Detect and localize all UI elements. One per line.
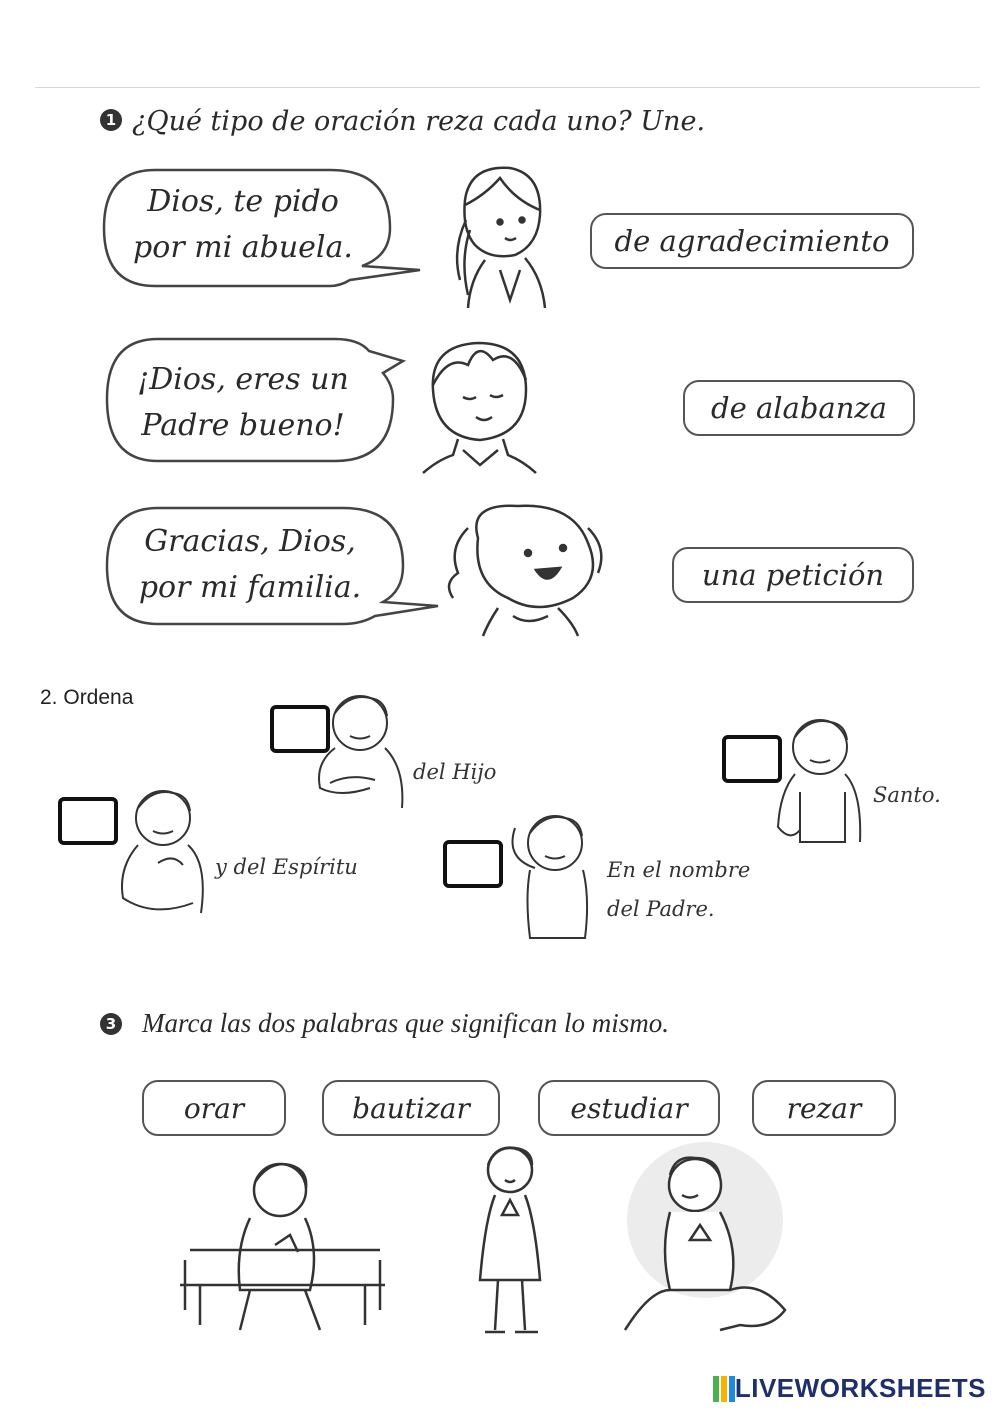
- exercise-2-number: 2.: [40, 686, 58, 709]
- praying-girl-illustration: [430, 160, 550, 310]
- word-bautizar[interactable]: bautizar: [322, 1080, 500, 1136]
- exercise-1-number: 1: [100, 109, 122, 131]
- word-rezar[interactable]: rezar: [752, 1080, 896, 1136]
- bubble-2-line2: Padre bueno!: [141, 408, 345, 443]
- bubble-3-line1: Gracias, Dios,: [144, 524, 356, 559]
- top-divider: [35, 87, 980, 88]
- option-agradecimiento[interactable]: de agradecimiento: [590, 213, 914, 269]
- liveworksheets-logo-icon: [713, 1376, 735, 1402]
- caption-hijo: del Hijo: [413, 760, 497, 784]
- exercise-2-title: [40, 686, 133, 710]
- exercise-3-title: Marca las dos palabras que significan lo mismo.: [142, 1008, 670, 1038]
- exercise-2-label: Ordena: [63, 686, 134, 709]
- bubble-2-line1: ¡Dios, eres un: [137, 362, 349, 397]
- boy-crossing-chest-illustration: [310, 688, 410, 818]
- caption-padre-line2: del Padre.: [607, 897, 715, 921]
- girl-praying-standing-illustration: [460, 1140, 560, 1340]
- order-box-espiritu[interactable]: [58, 797, 118, 845]
- exercise-3-number: 3: [100, 1013, 122, 1035]
- caption-padre-line1: En el nombre: [607, 858, 751, 882]
- option-peticion[interactable]: una petición: [672, 547, 914, 603]
- bubble-1-line1: Dios, te pido: [147, 184, 339, 219]
- caption-santo: Santo.: [873, 783, 941, 807]
- order-box-padre[interactable]: [443, 840, 503, 888]
- liveworksheets-logo-text: LIVEWORKSHEETS: [734, 1373, 986, 1403]
- boy-hand-on-shoulder-illustration: [113, 783, 213, 923]
- bubble-1-line2: por mi abuela.: [133, 230, 353, 265]
- boy-touching-forehead-illustration: [505, 808, 605, 943]
- word-estudiar[interactable]: estudiar: [538, 1080, 720, 1136]
- caption-espiritu: y del Espíritu: [215, 855, 358, 879]
- boy-eyes-closed-illustration: [418, 335, 538, 475]
- bubble-3-line2: por mi familia.: [138, 570, 362, 605]
- boy-praying-on-bench-illustration: [180, 1160, 390, 1340]
- liveworksheets-logo: [713, 1373, 986, 1404]
- boy-shoulder-illustration: [770, 712, 870, 847]
- boy-kneeling-praying-illustration: [620, 1140, 790, 1340]
- exercise-1-title: ¿Qué tipo de oración reza cada uno? Une.: [132, 106, 706, 137]
- word-orar[interactable]: orar: [142, 1080, 286, 1136]
- option-alabanza[interactable]: de alabanza: [683, 380, 915, 436]
- girl-smiling-illustration: [438, 498, 608, 638]
